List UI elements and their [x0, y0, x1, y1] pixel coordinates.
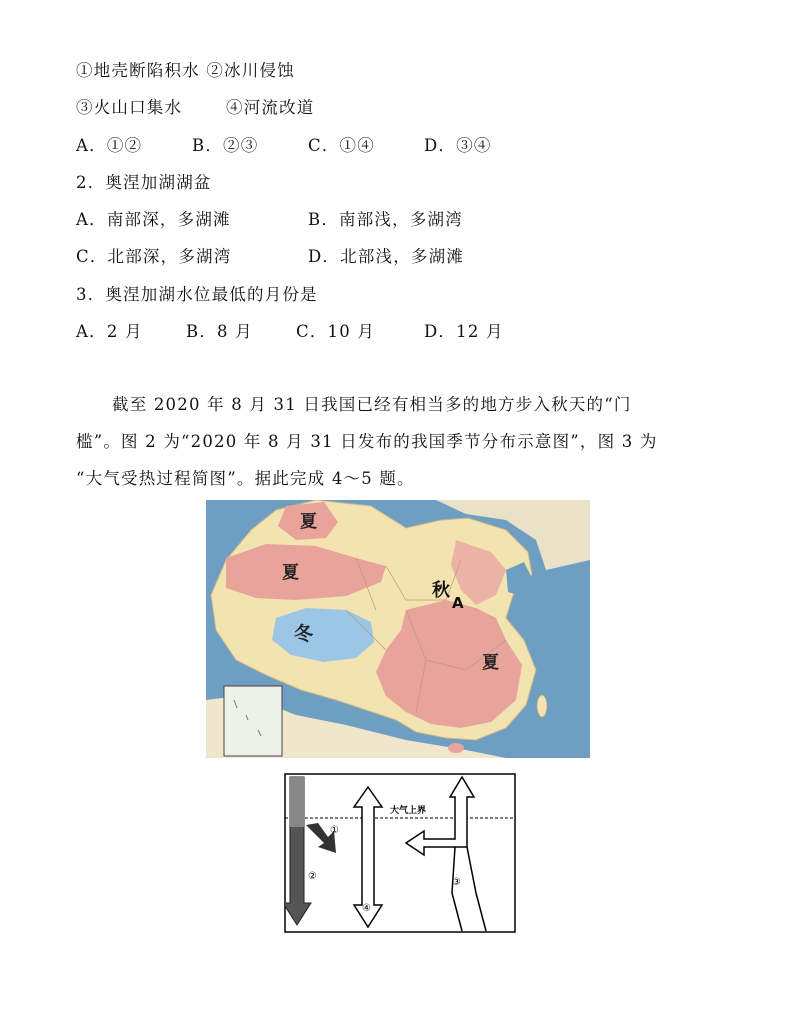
intro-line2: 槛”。图 2 为“2020 年 8 月 31 日发布的我国季节分布示意图”，图 3 为: [76, 432, 658, 451]
marker-3: ③: [452, 877, 461, 888]
q1-choice-line1: ①地壳断陷积水 ②冰川侵蚀: [76, 61, 295, 80]
marker-4: ④: [362, 903, 371, 914]
q3-option-b: B．8 月: [186, 322, 253, 341]
q1-option-c: C．①④: [308, 136, 375, 155]
q2-option-b: B．南部浅，多湖湾: [308, 210, 463, 229]
map-label-autumn: 秋: [432, 580, 450, 601]
south-sea-inset: [224, 686, 282, 756]
q2-option-c: C．北部深，多湖湾: [76, 247, 232, 266]
q2-stem: 2．奥涅加湖湖盆: [76, 173, 212, 192]
heating-diagram-graphic: [284, 773, 516, 933]
atmosphere-top-label: 大气上界: [390, 806, 427, 816]
q3-option-a: A．2 月: [76, 322, 143, 341]
q2-option-a: A．南部深，多湖滩: [76, 210, 231, 229]
intro-line3: “大气受热过程简图”。据此完成 4～5 题。: [76, 469, 415, 488]
q3-option-c: C．10 月: [296, 322, 376, 341]
map-label-summer-south: 夏: [482, 653, 499, 673]
q1-choice-4: ④河流改道: [226, 98, 315, 117]
hainan-island: [448, 743, 464, 753]
season-map: [206, 500, 590, 758]
map-label-summer-north: 夏: [300, 512, 317, 532]
heating-diagram: [284, 773, 516, 933]
map-label-summer-west: 夏: [282, 563, 299, 583]
marker-2: ②: [308, 871, 317, 882]
q1-option-b: B．②③: [192, 136, 259, 155]
taiwan-island: [537, 695, 547, 717]
map-label-point-a: A: [452, 594, 464, 612]
q1-option-d: D．③④: [424, 136, 492, 155]
q1-choice-3: ③火山口集水: [76, 98, 183, 117]
map-label-winter: 冬: [294, 623, 314, 645]
q3-option-d: D．12 月: [424, 322, 504, 341]
season-map-graphic: [206, 500, 590, 758]
q1-option-a: A．①②: [76, 136, 143, 155]
intro-line1: 截至 2020 年 8 月 31 日我国已经有相当多的地方步入秋天的“门: [112, 395, 632, 414]
q3-stem: 3．奥涅加湖水位最低的月份是: [76, 285, 318, 304]
marker-1: ①: [330, 825, 339, 836]
q2-option-d: D．北部浅，多湖滩: [308, 247, 465, 266]
